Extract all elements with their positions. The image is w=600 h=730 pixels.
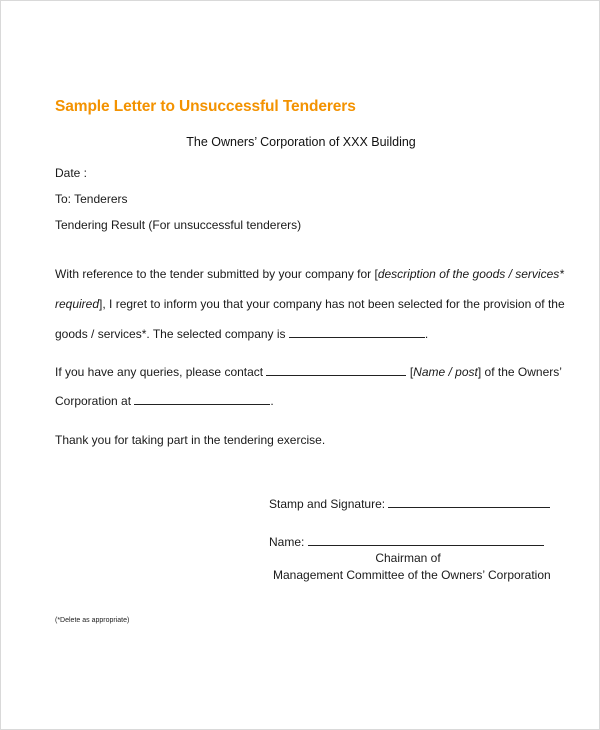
- letter-title: Sample Letter to Unsuccessful Tenderers: [55, 98, 356, 115]
- para1-line1: [55, 267, 564, 281]
- para2-line2-end: .: [270, 394, 274, 408]
- para2-line1: [55, 365, 562, 379]
- para2-line1-italic: Name / post: [413, 365, 478, 379]
- recipient-line: To: Tenderers: [55, 192, 128, 206]
- footnote: (*Delete as appropriate): [55, 617, 130, 624]
- selected-company-blank: [289, 327, 425, 338]
- role-line1: Chairman of: [375, 551, 441, 565]
- subject-line: Tendering Result (For unsuccessful tenderers): [55, 218, 302, 232]
- para1-line2: [55, 297, 565, 311]
- para1-line2-italic: required: [55, 297, 100, 311]
- para2-bracket-open: [: [409, 365, 414, 379]
- para2-line1-after: ] of the Owners’: [477, 365, 562, 379]
- para1-line3: [55, 327, 428, 341]
- contact-address-blank: [134, 394, 270, 405]
- para2-line2: [55, 394, 274, 408]
- signature-blank: [388, 497, 550, 508]
- letter-subtitle: The Owners’ Corporation of XXX Building: [186, 135, 416, 149]
- date-line: Date :: [55, 166, 88, 180]
- para1-line2-text: ], I regret to inform you that your company has not been selected for the provision of the: [99, 297, 565, 311]
- para1-line3-text: goods / services*. The selected company is: [55, 327, 286, 341]
- para2-line2-text: Corporation at: [55, 394, 132, 408]
- role-line2: Management Committee of the Owners’ Corporation: [273, 568, 551, 582]
- name-blank: [308, 535, 544, 546]
- para2-line1-text: If you have any queries, please contact: [55, 365, 264, 379]
- para1-line1-text: With reference to the tender submitted by your company for [: [55, 267, 378, 281]
- stamp-signature-label: Stamp and Signature:: [269, 497, 386, 511]
- stamp-signature-line: [269, 497, 550, 511]
- thanks-line: Thank you for taking part in the tendering exercise.: [55, 433, 326, 447]
- para1-line1-italic: description of the goods / services*: [377, 267, 564, 281]
- name-line: [269, 535, 544, 549]
- para1-line3-end: .: [424, 327, 429, 341]
- contact-name-blank: [266, 365, 406, 376]
- name-label: Name:: [269, 535, 305, 549]
